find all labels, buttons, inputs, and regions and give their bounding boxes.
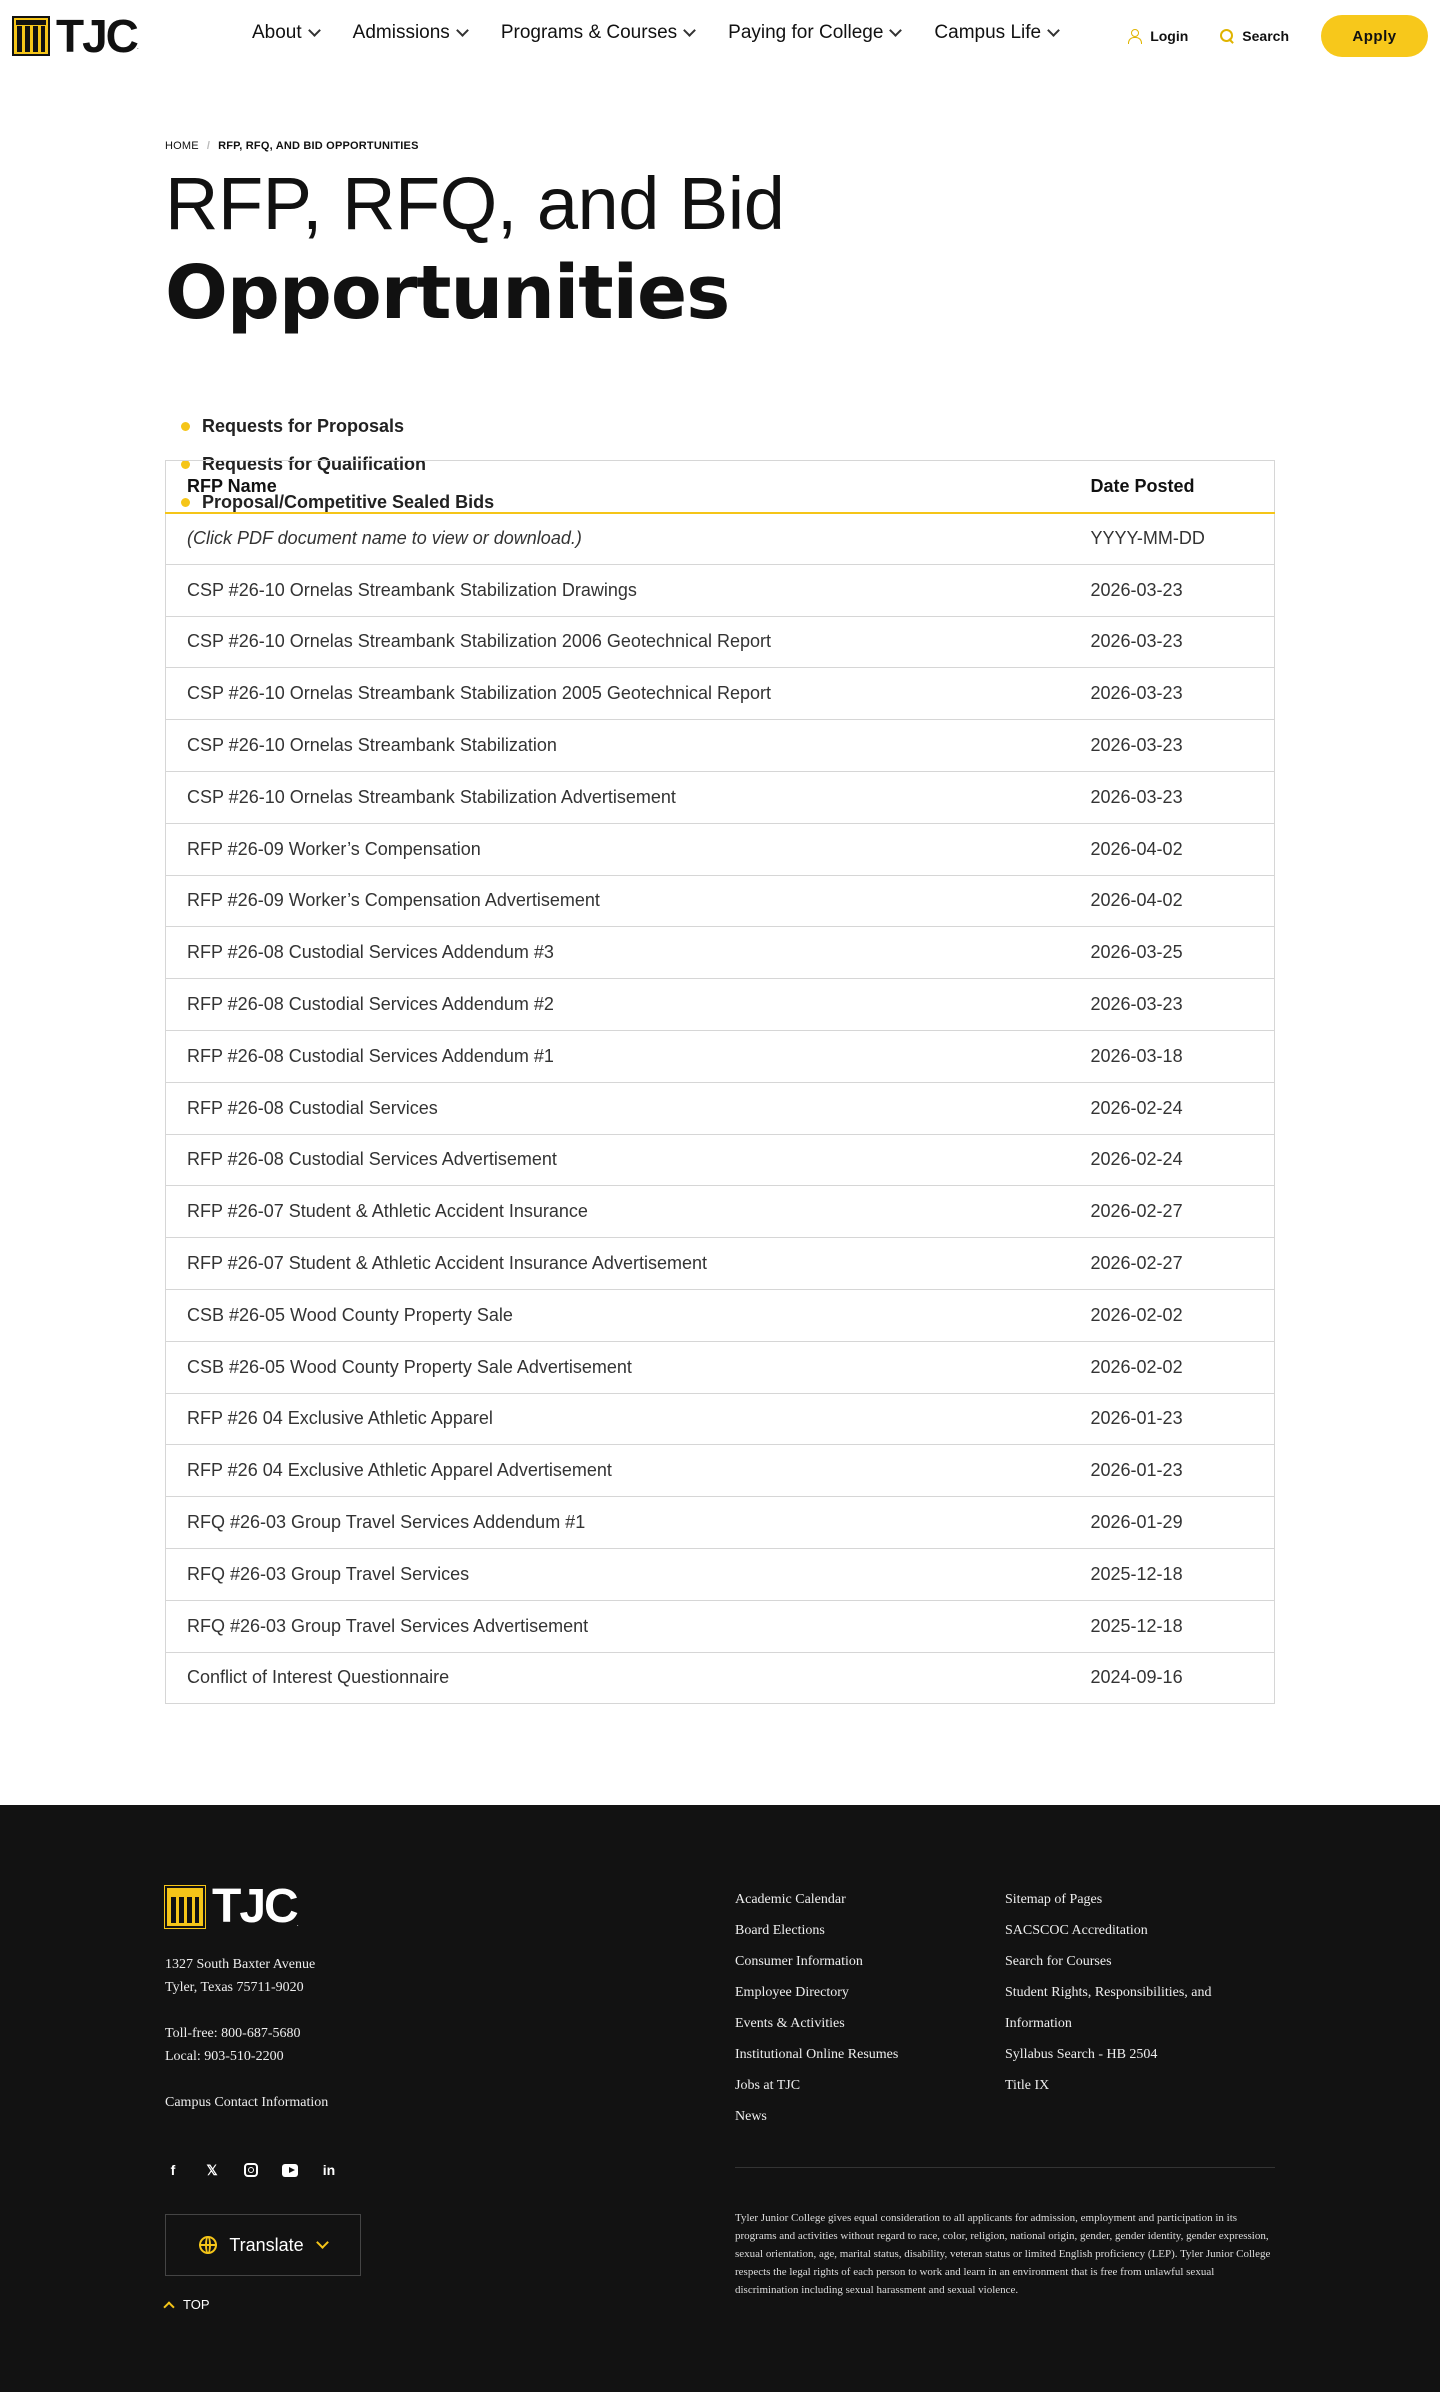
rfp-document-link[interactable]: RFP #26-08 Custodial Services Addendum #3 [187, 942, 554, 963]
rfp-table-body [166, 513, 1275, 1704]
nondiscrimination-statement: Tyler Junior College gives equal consideration to all applicants for admission, employment and participation in its programs and activities without regard to race, color, religion, national origin, gender, gender identity, gender expression, sexual orientation, age, marital status, disability, veteran status or limited English proficiency (LEP). Tyler Junior College respects the legal rights of each person to work and learn in an environment that is free from unlawful sexual discrimination including sexual harassment and sexual violence. [735, 2212, 1271, 2296]
chevron-down-icon [308, 24, 321, 37]
footer-link[interactable]: Academic Calendar [735, 1892, 846, 1907]
date-posted-cell: 2026-02-27 [1070, 1238, 1275, 1290]
translate-label: Translate [229, 2234, 304, 2255]
rfp-name-cell [166, 1548, 1070, 1600]
table-row [166, 1289, 1275, 1341]
date-posted-cell: 2026-01-29 [1070, 1497, 1275, 1549]
nav-programs-label: Programs & Courses [500, 22, 678, 43]
date-posted-cell: 2026-02-27 [1070, 1186, 1275, 1238]
date-posted-cell: 2026-03-23 [1070, 720, 1275, 772]
breadcrumb-current: RFP, RFQ, AND BID OPPORTUNITIES [218, 140, 419, 152]
table-row [166, 1600, 1275, 1652]
date-posted-cell: 2026-02-02 [1070, 1341, 1275, 1393]
rfp-document-link[interactable]: RFP #26-09 Worker’s Compensation [187, 838, 481, 859]
table-row [166, 1497, 1275, 1549]
table-row [166, 1238, 1275, 1290]
footer-link[interactable]: Syllabus Search - HB 2504 [1005, 2047, 1158, 2062]
chevron-down-icon [316, 2236, 329, 2249]
rfp-document-link[interactable]: CSB #26-05 Wood County Property Sale Advertisement [187, 1356, 632, 1377]
rfp-document-link[interactable]: CSP #26-10 Ornelas Streambank Stabilization Advertisement [187, 786, 676, 807]
rfp-document-link[interactable]: CSP #26-10 Ornelas Streambank Stabilization Drawings [187, 579, 637, 600]
rfp-document-link[interactable]: RFQ #26-03 Group Travel Services [187, 1563, 470, 1584]
table-row [166, 771, 1275, 823]
address-line: 1327 South Baxter Avenue [165, 1957, 316, 1972]
list-item: Requests for Qualification [181, 446, 1275, 484]
rfp-document-link[interactable]: RFP #26 04 Exclusive Athletic Apparel [187, 1408, 493, 1429]
main-nav [252, 22, 1092, 44]
footer-divider [735, 2167, 1275, 2168]
date-posted-cell: 2025-12-18 [1070, 1600, 1275, 1652]
chevron-down-icon [1047, 24, 1060, 37]
rfp-name-cell [166, 927, 1070, 979]
rfp-name-cell [166, 1393, 1070, 1445]
page-title [165, 160, 1275, 338]
footer-link[interactable]: Student Rights, Responsibilities, and Information [1005, 1985, 1212, 2031]
nav-about[interactable] [252, 22, 319, 44]
search-icon [1220, 29, 1234, 43]
date-posted-cell: 2026-03-23 [1070, 979, 1275, 1031]
login-link[interactable] [1128, 28, 1188, 44]
table-row [166, 1082, 1275, 1134]
tjc-logo[interactable]: TJC . [12, 15, 139, 57]
page-title-light: RFP, RFQ, and Bid [165, 162, 785, 245]
note-cell: (Click PDF document name to view or download.) [166, 513, 1070, 565]
rfp-name-cell [166, 1289, 1070, 1341]
table-row [166, 668, 1275, 720]
table-note-row [166, 513, 1275, 565]
date-posted-cell: 2026-01-23 [1070, 1445, 1275, 1497]
site-header [0, 0, 1440, 72]
facebook-icon[interactable]: f [170, 2162, 176, 2178]
rfp-name-cell [166, 1186, 1070, 1238]
rfp-name-cell [166, 1082, 1070, 1134]
rfp-document-link[interactable]: RFQ #26-03 Group Travel Services Advertisement [187, 1615, 589, 1636]
date-posted-cell: 2026-02-24 [1070, 1134, 1275, 1186]
table-row [166, 1030, 1275, 1082]
site-footer [0, 1805, 1440, 2392]
footer-link[interactable]: Board Elections [735, 1923, 825, 1938]
chevron-down-icon [683, 24, 696, 37]
table-row [166, 927, 1275, 979]
date-posted-cell: 2026-04-02 [1070, 875, 1275, 927]
footer-link[interactable]: Sitemap of Pages [1005, 1892, 1103, 1907]
date-posted-cell: 2026-03-25 [1070, 927, 1275, 979]
footer-link[interactable]: Title IX [1005, 2078, 1050, 2093]
table-row [166, 1393, 1275, 1445]
list-item: Requests for Proposals [181, 408, 1275, 446]
local-phone[interactable]: Local: 903-510-2200 [165, 2049, 284, 2064]
globe-icon [199, 2236, 217, 2254]
translate-button[interactable] [165, 2214, 361, 2276]
nav-admissions[interactable] [353, 22, 467, 44]
rfp-document-link[interactable]: RFP #26-08 Custodial Services Addendum #1 [187, 1045, 554, 1066]
rfp-name-cell [166, 1652, 1070, 1704]
table-row [166, 823, 1275, 875]
table-row [166, 1186, 1275, 1238]
date-posted-cell: 2026-02-24 [1070, 1082, 1275, 1134]
rfp-name-cell [166, 979, 1070, 1031]
footer-links-col1 [735, 1884, 898, 2132]
rfp-document-link[interactable]: RFP #26 04 Exclusive Athletic Apparel Advertisement [187, 1460, 612, 1481]
table-row [166, 1548, 1275, 1600]
date-posted-cell: 2026-01-23 [1070, 1393, 1275, 1445]
rfp-table [165, 460, 1275, 1704]
x-icon[interactable]: 𝕏 [206, 2161, 218, 2178]
tollfree-phone[interactable]: Toll-free: 800-687-5680 [165, 2026, 301, 2041]
date-posted-cell: 2026-02-02 [1070, 1289, 1275, 1341]
footer-logo-text: TJC [212, 1880, 297, 1933]
footer-link[interactable]: Consumer Information [735, 1954, 863, 1969]
address-line: Tyler, Texas 75711-9020 [165, 1980, 304, 1995]
rfp-name-cell [166, 1030, 1070, 1082]
rfp-document-link[interactable]: RFQ #26-03 Group Travel Services Addendum #1 [187, 1512, 586, 1533]
rfp-document-link[interactable]: CSP #26-10 Ornelas Streambank Stabilization 2005 Geotechnical Report [187, 683, 772, 704]
logo-text: TJC [56, 10, 137, 62]
utility-nav [1128, 0, 1440, 72]
search-link[interactable] [1220, 28, 1289, 44]
table-row [166, 1445, 1275, 1497]
rfp-document-link[interactable]: RFP #26-08 Custodial Services Advertisement [187, 1149, 557, 1170]
date-posted-cell: 2026-04-02 [1070, 823, 1275, 875]
rfp-name-cell [166, 1341, 1070, 1393]
rfp-document-link[interactable]: RFP #26-09 Worker’s Compensation Advertisement [187, 890, 600, 911]
table-row [166, 616, 1275, 668]
linkedin-icon[interactable]: in [322, 2162, 336, 2178]
rfp-name-cell [166, 771, 1070, 823]
footer-address [165, 1953, 328, 2114]
rfp-name-cell [166, 1134, 1070, 1186]
apply-button[interactable]: Apply [1321, 15, 1428, 57]
rfp-document-link[interactable]: Conflict of Interest Questionnaire [187, 1667, 450, 1688]
footer-link[interactable]: SACSCOC Accreditation [1005, 1923, 1148, 1938]
nav-paying-for-college[interactable] [728, 22, 900, 44]
footer-link[interactable]: Events & Activities [735, 2016, 845, 2031]
table-header-row [166, 461, 1275, 513]
table-row [166, 720, 1275, 772]
footer-link[interactable]: Jobs at TJC [735, 2078, 801, 2093]
search-label: Search [1242, 28, 1289, 44]
rfp-name-cell [166, 1497, 1070, 1549]
table-row [166, 1652, 1275, 1704]
instagram-icon[interactable] [243, 2162, 259, 2178]
rfp-name-cell [166, 564, 1070, 616]
rfp-document-link[interactable]: CSB #26-05 Wood County Property Sale [187, 1304, 513, 1325]
nav-about-label: About [252, 22, 302, 43]
breadcrumb-home[interactable]: HOME [165, 140, 199, 152]
rfp-name-cell [166, 1445, 1070, 1497]
table-row [166, 979, 1275, 1031]
nav-programs-courses[interactable] [501, 22, 694, 44]
footer-links-col2 [1005, 1884, 1255, 2101]
table-row [166, 1134, 1275, 1186]
breadcrumb [165, 140, 1275, 152]
table-row [166, 564, 1275, 616]
rfp-document-link[interactable]: CSP #26-10 Ornelas Streambank Stabilization [187, 735, 557, 756]
chevron-down-icon [890, 24, 903, 37]
rfp-name-cell [166, 823, 1070, 875]
chevron-up-icon [163, 2301, 174, 2312]
rfp-document-link[interactable]: RFP #26-07 Student & Athletic Accident Insurance [187, 1201, 588, 1222]
date-posted-cell: 2026-03-23 [1070, 564, 1275, 616]
youtube-icon[interactable] [282, 2162, 298, 2178]
tjc-columns-icon [12, 16, 50, 56]
page-title-bold: Opportunities [165, 249, 730, 336]
rfp-name-cell [166, 1600, 1070, 1652]
top-label: TOP [183, 2297, 210, 2312]
tjc-columns-icon [165, 1886, 205, 1928]
date-posted-cell: 2026-03-18 [1070, 1030, 1275, 1082]
footer-logo[interactable]: TJC . [165, 1879, 299, 1934]
user-icon [1128, 29, 1142, 43]
date-posted-cell: 2026-03-23 [1070, 668, 1275, 720]
rfp-name-cell [166, 668, 1070, 720]
rfp-document-link[interactable]: RFP #26-08 Custodial Services Addendum #2 [187, 994, 554, 1015]
list-item: Proposal/Competitive Sealed Bids [181, 484, 1275, 522]
rfp-name-cell [166, 616, 1070, 668]
column-header-name: RFP Name [166, 461, 1070, 513]
rfp-document-link[interactable]: CSP #26-10 Ornelas Streambank Stabilization 2006 Geotechnical Report [187, 631, 772, 652]
date-format-cell: YYYY-MM-DD [1070, 513, 1275, 565]
rfp-document-link[interactable]: RFP #26-07 Student & Athletic Accident Insurance Advertisement [187, 1253, 707, 1274]
rfp-name-cell [166, 1238, 1070, 1290]
date-posted-cell: 2025-12-18 [1070, 1548, 1275, 1600]
date-posted-cell: 2024-09-16 [1070, 1652, 1275, 1704]
rfp-name-cell [166, 875, 1070, 927]
back-to-top-link[interactable] [165, 2297, 210, 2312]
column-header-date: Date Posted [1070, 461, 1275, 513]
login-label: Login [1150, 28, 1189, 44]
nav-campus-life-label: Campus Life [934, 22, 1042, 43]
rfp-name-cell [166, 720, 1070, 772]
chevron-down-icon [456, 24, 469, 37]
breadcrumb-separator: / [206, 140, 211, 152]
date-posted-cell: 2026-03-23 [1070, 771, 1275, 823]
bullet-dot-icon [181, 422, 190, 431]
social-links [165, 2162, 360, 2178]
table-row [166, 1341, 1275, 1393]
footer-link[interactable]: Institutional Online Resumes [735, 2047, 899, 2062]
date-posted-cell: 2026-03-23 [1070, 616, 1275, 668]
nav-campus-life[interactable] [934, 22, 1058, 44]
rfp-document-link[interactable]: RFP #26-08 Custodial Services [187, 1097, 438, 1118]
footer-link[interactable]: Search for Courses [1005, 1954, 1112, 1969]
footer-link[interactable]: News [735, 2109, 767, 2124]
campus-contact-link[interactable]: Campus Contact Information [165, 2095, 329, 2110]
footer-link[interactable]: Employee Directory [735, 1985, 849, 2000]
table-row [166, 875, 1275, 927]
nav-admissions-label: Admissions [352, 22, 450, 43]
nav-paying-label: Paying for College [728, 22, 884, 43]
